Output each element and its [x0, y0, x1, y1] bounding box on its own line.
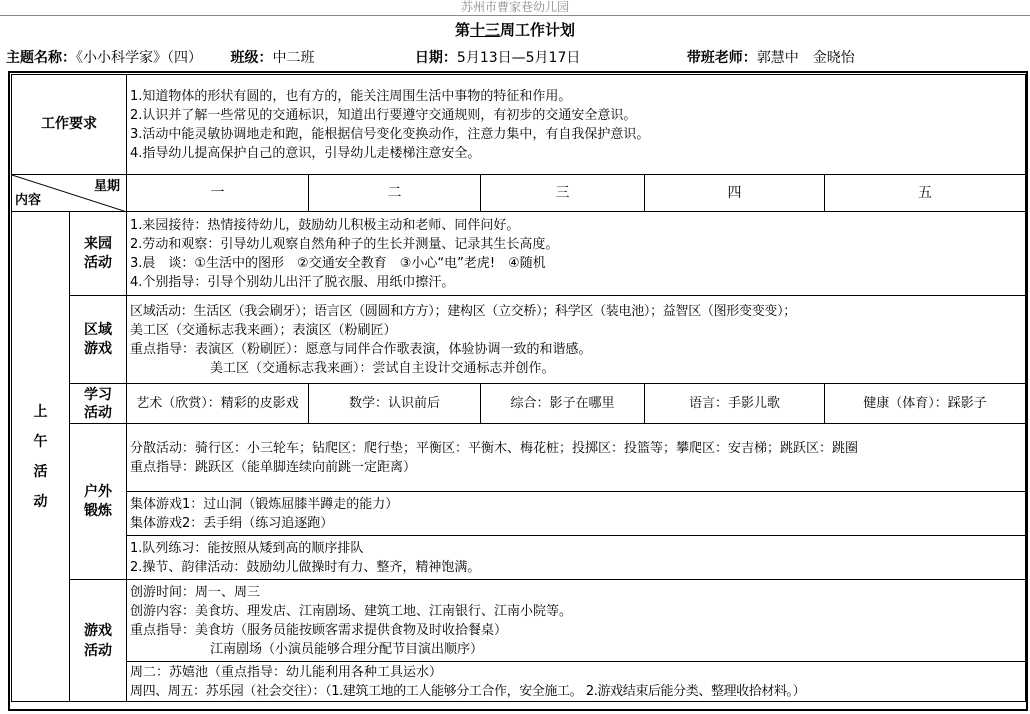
games-block-1 — [127, 580, 1026, 662]
arrival-label-2: 活动 — [84, 254, 112, 271]
outdoor-row-3 — [12, 536, 1026, 580]
games-block-2 — [127, 662, 1026, 702]
area-games-line: 区域活动：生活区（我会刷牙）；语言区（圆圆和方方）；建构区（立交桥）；科学区（装电池）；益智区（图形变变变）； — [130, 303, 797, 319]
arrival-cell — [127, 212, 1026, 296]
learning-tuesday: 数学：认识前后 — [309, 384, 481, 424]
requirement-item: 2.认识并了解一些常见的交通标识，知道出行要遵守交通规则，有初步的交通安全意识。 — [130, 107, 637, 123]
morning-label-text: 上午活动 — [33, 403, 48, 510]
games-line: 江南剧场（小演员能够合理分配节目演出顺序） — [210, 641, 484, 657]
title-suffix: 周工作计划 — [500, 21, 576, 39]
learning-row — [12, 384, 1026, 424]
arrival-label-1: 来园 — [84, 235, 112, 252]
games-label — [70, 580, 127, 702]
arrival-label — [70, 212, 127, 296]
arrival-line: 2.劳动和观察：引导幼儿观察自然角种子的生长并测量、记录其生长高度。 — [130, 236, 559, 252]
outdoor-label-2: 锻炼 — [84, 502, 112, 519]
outdoor-line: 重点指导：跳跃区（能单脚连续向前跳一定距离） — [130, 459, 417, 475]
corner-weekday-label: 星期 — [93, 179, 120, 194]
requirement-item: 4.指导幼儿提高保护自己的意识，引导幼儿走楼梯注意安全。 — [130, 145, 481, 161]
outdoor-label — [70, 424, 127, 580]
area-games-line: 重点指导：表演区（粉刷匠）：愿意与同伴合作歌表演，体验协调一致的和谐感。 — [130, 341, 592, 357]
games-line: 重点指导：美食坊（服务员能按顾客需求提供食物及时收拾餐桌） — [130, 622, 508, 638]
requirement-item: 1.知道物体的形状有圆的，也有方的，能关注周围生活中事物的特征和作用。 — [130, 88, 572, 104]
area-games-line: 美工区（交通标志我来画）；表演区（粉刷匠） — [130, 322, 397, 338]
games-row-1 — [12, 580, 1026, 662]
learning-monday: 艺术（欣赏）：精彩的皮影戏 — [127, 384, 309, 424]
games-line: 创游内容：美食坊、理发店、江南剧场、建筑工地、江南银行、江南小院等。 — [130, 603, 573, 619]
morning-activities-label — [12, 212, 70, 702]
arrival-line: 1.来园接待：热情接待幼儿，鼓励幼儿积极主动和老师、同伴问好。 — [130, 217, 520, 233]
day-monday: 一 — [127, 175, 309, 212]
arrival-line: 3.晨 谈：①生活中的图形 ②交通安全教育 ③小心“电”老虎! ④随机 — [130, 255, 546, 271]
requirement-item: 3.活动中能灵敏协调地走和跑，能根据信号变化变换动作，注意力集中，有自我保护意识。 — [130, 126, 650, 142]
day-friday: 五 — [825, 175, 1026, 212]
outdoor-row-1 — [12, 424, 1026, 492]
plan-info-line — [6, 48, 1026, 68]
day-tuesday: 二 — [309, 175, 481, 212]
outdoor-line: 1.队列练习：能按照从矮到高的顺序排队 — [130, 540, 364, 556]
teacher-label: 带班老师： — [686, 50, 757, 66]
requirements-row — [12, 75, 1026, 175]
outdoor-block-1 — [127, 424, 1026, 492]
corner-content-label: 内容 — [15, 193, 42, 208]
outdoor-label-1: 户外 — [84, 483, 112, 500]
school-header: 苏州市曹家巷幼儿园 — [460, 0, 569, 14]
outdoor-row-2 — [12, 492, 1026, 536]
class-value: 中二班 — [272, 50, 315, 66]
date-label: 日期： — [414, 50, 457, 66]
area-games-label-1: 区域 — [84, 321, 112, 338]
games-line: 创游时间：周一、周三 — [130, 584, 261, 600]
learning-friday: 健康（体育）：踩影子 — [825, 384, 1026, 424]
area-games-cell — [127, 296, 1026, 384]
class-label: 班级： — [230, 50, 273, 66]
outdoor-line: 集体游戏2：丢手绢（练习追逐跑） — [130, 515, 334, 531]
requirements-cell — [127, 75, 1026, 175]
arrival-line: 4.个别指导：引导个别幼儿出汗了脱衣服、用纸巾擦汗。 — [130, 274, 455, 290]
games-label-1: 游戏 — [84, 622, 112, 639]
games-line: 周二：苏嬉池（重点指导：幼儿能利用各种工具运水） — [130, 664, 443, 680]
theme-value: 《小小科学家》（四） — [76, 50, 202, 66]
learning-thursday: 语言：手影儿歌 — [645, 384, 825, 424]
learning-label — [70, 384, 127, 424]
learning-label-2: 活动 — [84, 404, 112, 421]
games-label-2: 活动 — [84, 642, 112, 659]
day-thursday: 四 — [645, 175, 825, 212]
learning-label-1: 学习 — [84, 386, 112, 403]
area-games-line: 美工区（交通标志我来画）：尝试自主设计交通标志并创作。 — [210, 360, 555, 376]
games-line: 周四、周五：苏乐园（社会交往）：（1.建筑工地的工人能够分工合作，安全施工。 2.游戏结束后能分类、整理收拾材料。） — [130, 683, 806, 699]
games-row-2 — [12, 662, 1026, 702]
header-rule — [0, 15, 1030, 16]
theme-label: 主题名称： — [6, 50, 76, 66]
weekly-plan-table — [11, 74, 1026, 702]
outdoor-line: 集体游戏1：过山洞（锻炼屈膝半蹲走的能力） — [130, 496, 399, 512]
outdoor-line: 分散活动：骑行区：小三轮车；钻爬区：爬行垫；平衡区：平衡木、梅花桩；投掷区：投篮等；攀爬区：安吉梯；跳跃区：跳圈 — [130, 440, 859, 456]
page-title — [0, 19, 1030, 41]
area-games-row — [12, 296, 1026, 384]
outdoor-block-2 — [127, 492, 1026, 536]
date-value: 5月13日—5月17日 — [456, 50, 581, 66]
requirements-label: 工作要求 — [12, 75, 127, 175]
outdoor-block-3 — [127, 536, 1026, 580]
learning-wednesday: 综合：影子在哪里 — [481, 384, 645, 424]
weekday-header-row — [12, 175, 1026, 212]
arrival-row — [12, 212, 1026, 296]
weekday-corner-cell — [12, 175, 127, 212]
teacher-value: 郭慧中 金晓怡 — [756, 50, 855, 66]
area-games-label — [70, 296, 127, 384]
outdoor-line: 2.操节、韵律活动：鼓励幼儿做操时有力、整齐，精神饱满。 — [130, 559, 481, 575]
title-week-number: 十三 — [469, 21, 500, 39]
area-games-label-2: 游戏 — [84, 340, 112, 357]
title-prefix: 第 — [454, 21, 470, 39]
day-wednesday: 三 — [481, 175, 645, 212]
